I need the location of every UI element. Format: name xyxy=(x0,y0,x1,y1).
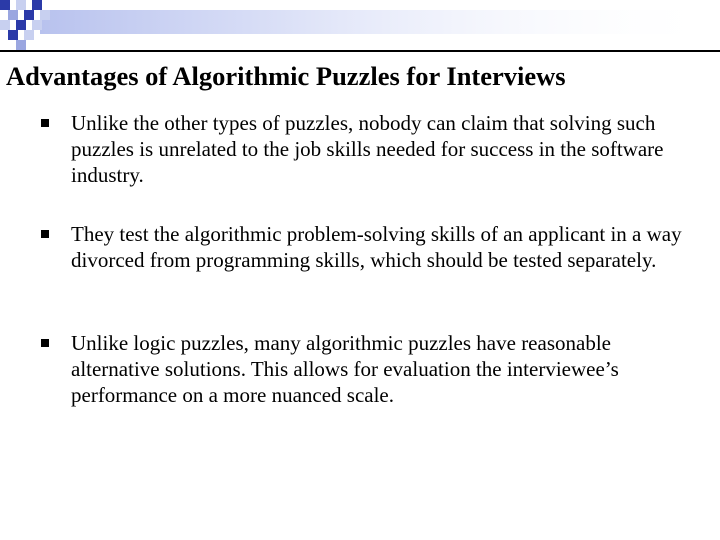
decoration-square xyxy=(16,40,26,50)
decoration-square xyxy=(16,20,26,30)
decoration-square xyxy=(8,10,18,20)
title-decoration-pattern xyxy=(0,0,720,50)
title-underline xyxy=(0,50,720,52)
square-bullet-icon xyxy=(41,230,49,238)
decoration-square xyxy=(0,20,10,30)
bullet-text: Unlike logic puzzles, many algorithmic puzzles have reasonable alternative solutions. This allows for evaluation the interviewee’s performance on a more nuanced scale. xyxy=(71,331,619,407)
decoration-square xyxy=(24,30,34,40)
decoration-square xyxy=(24,10,34,20)
bullet-text: They test the algorithmic problem-solving skills of an applicant in a way divorced from programming skills, which should be tested separately. xyxy=(71,222,682,272)
decoration-square xyxy=(40,10,50,20)
decoration-square xyxy=(8,30,18,40)
decoration-gradient-bar xyxy=(40,10,720,34)
slide-title: Advantages of Algorithmic Puzzles for Interviews xyxy=(6,61,566,91)
decoration-square xyxy=(16,0,26,10)
decoration-square xyxy=(0,0,10,10)
decoration-square xyxy=(32,20,42,30)
decoration-square xyxy=(32,0,42,10)
bullet-text: Unlike the other types of puzzles, nobody can claim that solving such puzzles is unrelated to the job skills needed for success in the software industry. xyxy=(71,111,664,187)
square-bullet-icon xyxy=(41,119,49,127)
square-bullet-icon xyxy=(41,339,49,347)
